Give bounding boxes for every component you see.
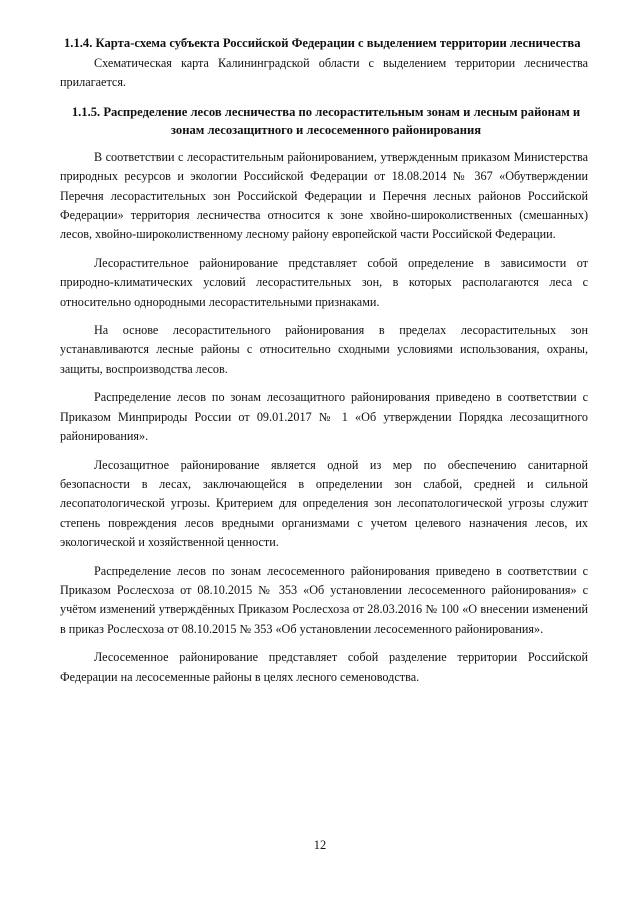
- paragraph-forest-districts: На основе лесорастительного районирования в пределах лесорастительных зон устанавливаются лесные районы с относительно сходными условиями использования, охраны, защиты, воспроизводства лесов.: [60, 323, 588, 376]
- paragraph-seed-zoning-definition: Лесосеменное районирование представляет собой разделение территории Российской Федерации на лесосеменные районы в целях лесного семеноводства.: [60, 650, 588, 684]
- section-1-1-4-paragraph: Схематическая карта Калининградской области с выделением территории лесничества прилагается.: [60, 56, 588, 90]
- paragraph-forest-protection-definition: Лесозащитное районирование является одной из мер по обеспечению санитарной безопасности в лесах, заключающейся в определении зон слабой, средней и сильной лесопатологической угрозы. Критерием для определения зон лесопатологической угрозы служит степень повреждения лесов вредными организмами с учетом целевого назначения лесов, их экологической и хозяйственной ценности.: [60, 457, 588, 550]
- paragraph-seed-zoning: Распределение лесов по зонам лесосеменного районирования приведено в соответствии с Приказом Рослесхоза от 08.10.2015 № 353 «Об установлении лесосеменного районирования» с учётом изменений утверждённых Приказом Рослесхоза от 28.03.2016 № 100 «О внесении изменений в приказ Рослесхоза от 08.10.2015 № 353 «Об установлении лесосеменного районирования».: [60, 563, 588, 636]
- spacer: [60, 639, 588, 648]
- paragraph-forest-zoning: В соответствии с лесорастительным районированием, утвержденным приказом Министерства природных ресурсов и экологии Российской Федерации от 18.08.2014 № 367 «Обутверждении Перечня лесорастительных зон Российской Федерации и Перечня лесных районов Российской Федерации» территория лесничества относится к зоне хвойно-широколиственных (смешанных) лесов, хвойно-широколиственному лесному району европейской части Российской Федерации.: [60, 149, 588, 242]
- spacer: [60, 245, 588, 254]
- page-number: 12: [313, 838, 327, 852]
- paragraph-forest-growth-zoning-definition: Лесорастительное районирование представляет собой определение в зависимости от природно-климатических условий лесорастительных зон, в которых располагаются леса с относительно однородными лесорастительными признаками.: [60, 255, 588, 309]
- spacer: [60, 553, 588, 562]
- section-1-1-4-heading: 1.1.4. Карта-схема субъекта Российской Федерации с выделением территории лесничества: [64, 36, 581, 50]
- section-1-1-5-heading: 1.1.5. Распределение лесов лесничества по лесорастительным зонам и лесным районам и зонам лесозащитного и лесосеменного районирования: [71, 104, 581, 137]
- paragraph-forest-protection-zoning: Распределение лесов по зонам лесозащитного районирования приведено в соответствии с Приказом Минприроды России от 09.01.2017 № 1 «Об утверждении Порядка лесозащитного районирования».: [60, 390, 588, 444]
- spacer: [60, 139, 588, 148]
- spacer: [60, 379, 588, 388]
- spacer: [60, 447, 588, 456]
- spacer: [60, 312, 588, 321]
